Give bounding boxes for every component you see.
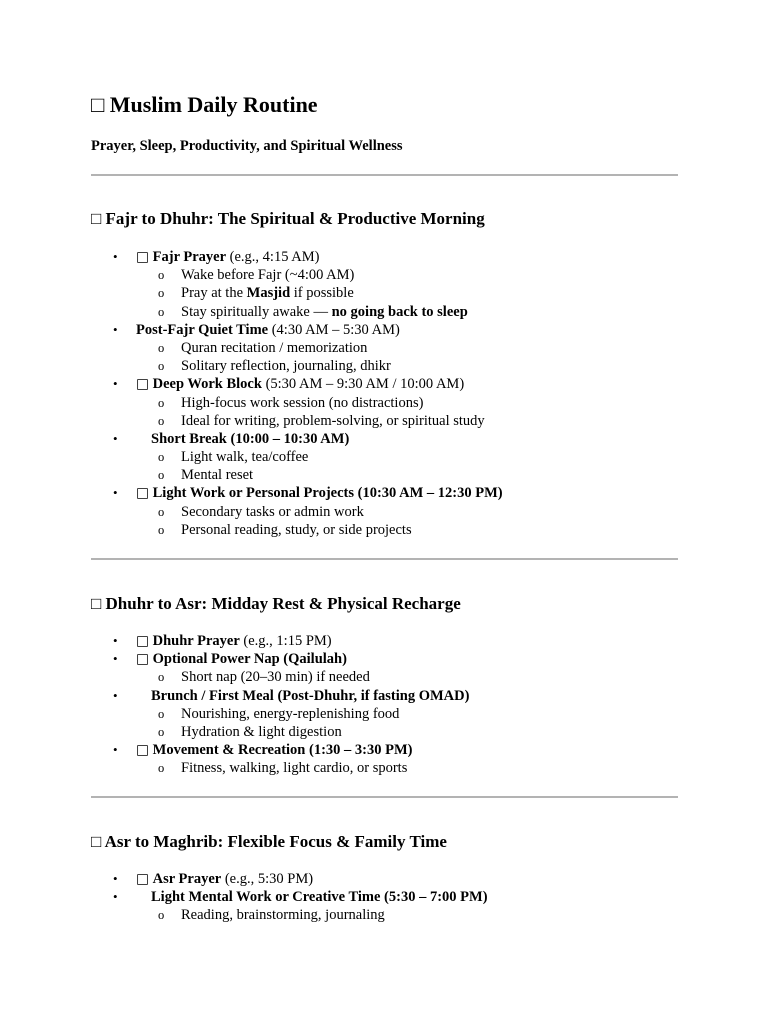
section-list-dhuhr — [0, 632, 768, 778]
emoji-placeholder-icon: □ — [136, 742, 150, 759]
item-label: Movement & Recreation (1:30 – 3:30 PM) — [152, 742, 413, 759]
list-item-text — [136, 741, 412, 759]
bullet-marker: • — [113, 430, 118, 446]
list-item — [0, 870, 768, 888]
sub-bullet-marker: o — [158, 450, 165, 465]
emoji-placeholder-icon: □ — [136, 376, 150, 393]
sub-list-item — [0, 284, 768, 302]
section-list-fajr — [0, 248, 768, 539]
sub-bullet-marker: o — [158, 413, 165, 428]
list-item-text — [151, 430, 349, 448]
divider — [91, 558, 678, 560]
list-item-text — [136, 484, 503, 502]
sub-list-item — [0, 357, 768, 375]
page-title: □ Muslim Daily Routine — [91, 92, 318, 117]
item-detail: (e.g., 5:30 PM) — [221, 871, 314, 887]
sub-item-text: Short nap (20–30 min) if needed — [181, 669, 370, 686]
sub-item-text: Reading, brainstorming, journaling — [181, 907, 385, 924]
sub-bullet-marker: o — [158, 268, 165, 283]
sub-list-item — [0, 906, 768, 924]
sub-item-text: Pray at the Masjid if possible — [181, 285, 354, 302]
list-item — [0, 741, 768, 759]
page-subtitle: Prayer, Sleep, Productivity, and Spiritual Wellness — [91, 138, 403, 154]
sub-item-text: Personal reading, study, or side projects — [181, 521, 412, 538]
sub-list-item — [0, 668, 768, 686]
item-detail: (5:30 AM – 9:30 AM / 10:00 AM) — [261, 376, 465, 393]
sub-bullet-marker: o — [158, 504, 165, 519]
sub-item-text: Mental reset — [181, 467, 254, 484]
bullet-marker: • — [113, 742, 118, 758]
sub-item-text: Fitness, walking, light cardio, or sports — [181, 760, 408, 777]
section-heading-asr: □ Asr to Maghrib: Flexible Focus & Family Time — [91, 832, 447, 851]
emoji-placeholder-icon: □ — [136, 485, 150, 502]
sub-list-item — [0, 339, 768, 357]
bullet-marker: • — [113, 889, 118, 905]
list-item-text — [136, 632, 332, 650]
bullet-marker: • — [113, 871, 118, 886]
sub-bullet-marker: o — [158, 468, 165, 483]
list-item — [0, 650, 768, 668]
section-list-asr — [0, 870, 768, 925]
item-label: Fajr Prayer — [152, 249, 227, 265]
list-item-text — [136, 375, 464, 393]
list-item — [0, 484, 768, 502]
sub-item-text: Light walk, tea/coffee — [181, 449, 309, 466]
sub-bullet-marker: o — [158, 340, 165, 355]
sub-list-item — [0, 759, 768, 777]
divider — [91, 174, 678, 176]
bullet-marker: • — [113, 687, 118, 703]
sub-bullet-marker: o — [158, 286, 165, 301]
sub-list-item — [0, 521, 768, 539]
bullet-marker: • — [113, 651, 118, 667]
sub-bullet-marker: o — [158, 908, 165, 923]
sub-item-text: Hydration & light digestion — [181, 723, 342, 740]
sub-bullet-marker: o — [158, 522, 165, 537]
sub-item-text: Solitary reflection, journaling, dhikr — [181, 358, 391, 375]
list-item — [0, 248, 768, 266]
list-item — [0, 687, 768, 705]
item-detail: (4:30 AM – 5:30 AM) — [268, 321, 400, 338]
item-label: Optional Power Nap (Qailulah) — [152, 651, 347, 668]
sub-item-text: Quran recitation / memorization — [181, 339, 368, 356]
list-item-text — [136, 248, 319, 266]
sub-list-item — [0, 723, 768, 741]
list-item — [0, 321, 768, 339]
item-label: Light Mental Work or Creative Time (5:30 – 7:00 PM) — [151, 889, 488, 906]
sub-bullet-marker: o — [158, 670, 165, 685]
item-label: Asr Prayer — [152, 871, 222, 887]
sub-bullet-marker: o — [158, 706, 165, 721]
sub-bullet-marker: o — [158, 359, 165, 374]
sub-item-text: Nourishing, energy-replenishing food — [181, 705, 400, 722]
list-item-text — [136, 650, 347, 668]
bullet-marker: • — [113, 485, 118, 501]
item-label: Light Work or Personal Projects (10:30 AM – 12:30 PM) — [152, 485, 503, 502]
sub-list-item — [0, 266, 768, 284]
list-item — [0, 632, 768, 650]
sub-item-text: Secondary tasks or admin work — [181, 503, 364, 520]
sub-list-item — [0, 466, 768, 484]
item-label: Deep Work Block — [152, 376, 262, 393]
bullet-marker: • — [113, 633, 118, 648]
emoji-placeholder-icon: □ — [136, 633, 150, 649]
list-item — [0, 375, 768, 393]
sub-item-text: Stay spiritually awake — no going back to sleep — [181, 303, 468, 320]
emoji-placeholder-icon: □ — [136, 871, 150, 887]
list-item-text — [151, 687, 469, 705]
bullet-marker: • — [113, 249, 118, 264]
sub-item-emphasis: no going back to sleep — [331, 303, 468, 320]
sub-bullet-marker: o — [158, 761, 165, 776]
sub-list-item — [0, 394, 768, 412]
sub-item-text: Ideal for writing, problem-solving, or spiritual study — [181, 412, 485, 429]
divider — [91, 796, 678, 798]
list-item — [0, 430, 768, 448]
list-item-text — [151, 888, 488, 906]
list-item-text — [136, 870, 313, 888]
sub-list-item — [0, 503, 768, 521]
sub-list-item — [0, 448, 768, 466]
list-item-text — [136, 321, 400, 339]
bullet-marker: • — [113, 376, 118, 392]
section-heading-fajr: □ Fajr to Dhuhr: The Spiritual & Productive Morning — [91, 209, 485, 228]
bullet-marker: • — [113, 321, 118, 337]
sub-bullet-marker: o — [158, 724, 165, 739]
emoji-placeholder-icon: □ — [136, 651, 150, 668]
item-label: Short Break (10:00 – 10:30 AM) — [151, 430, 350, 447]
list-item — [0, 888, 768, 906]
sub-bullet-marker: o — [158, 395, 165, 410]
item-detail: (e.g., 4:15 AM) — [226, 249, 320, 265]
sub-item-text: High-focus work session (no distractions) — [181, 394, 424, 411]
sub-item-text: Wake before Fajr (~4:00 AM) — [181, 267, 355, 284]
sub-bullet-marker: o — [158, 304, 165, 319]
sub-list-item — [0, 303, 768, 321]
section-heading-dhuhr: □ Dhuhr to Asr: Midday Rest & Physical Recharge — [91, 594, 461, 613]
sub-item-emphasis: Masjid — [246, 285, 291, 302]
item-label: Brunch / First Meal (Post-Dhuhr, if fasting OMAD) — [151, 687, 470, 704]
item-detail: (e.g., 1:15 PM) — [239, 633, 332, 649]
item-label: Dhuhr Prayer — [152, 633, 240, 649]
sub-list-item — [0, 412, 768, 430]
emoji-placeholder-icon: □ — [136, 249, 150, 265]
sub-list-item — [0, 705, 768, 723]
item-label: Post-Fajr Quiet Time — [136, 321, 269, 338]
